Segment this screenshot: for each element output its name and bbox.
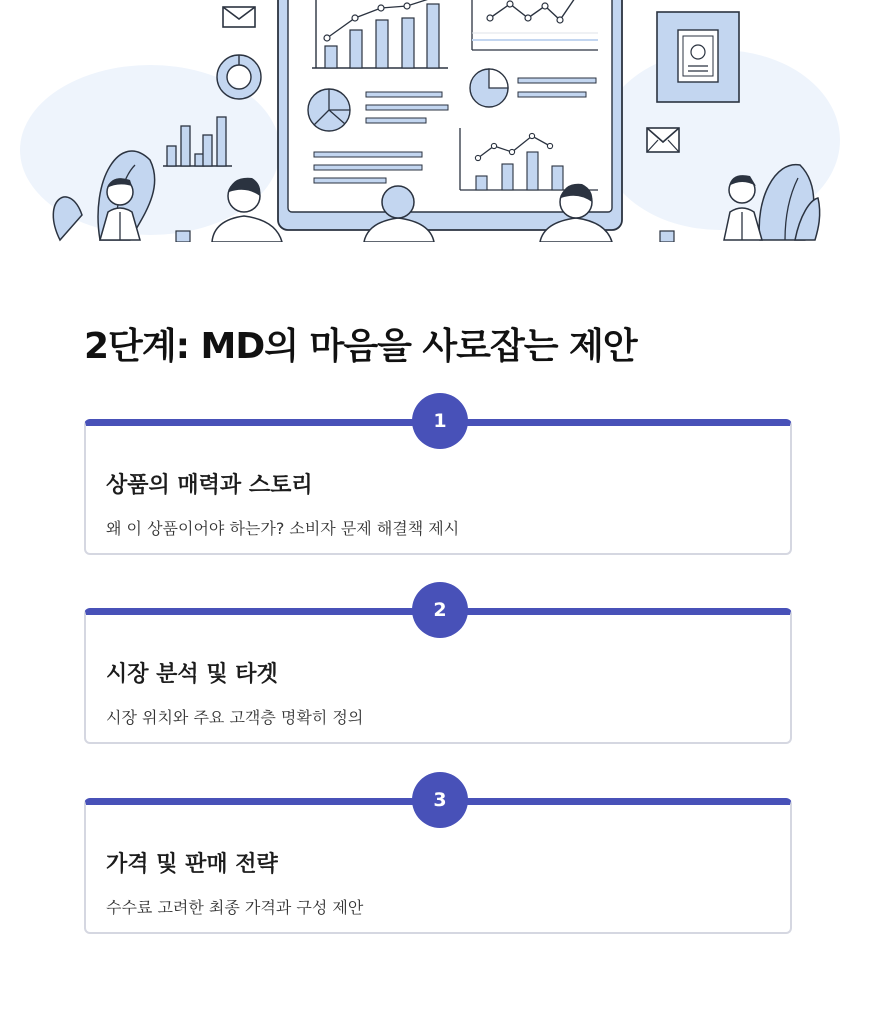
step-number-badge: 3 (412, 772, 468, 828)
hero-illustration (0, 0, 876, 242)
envelope-right-icon (647, 128, 679, 152)
step-title: 가격 및 판매 전략 (106, 852, 278, 877)
step-number-badge: 2 (412, 582, 468, 638)
step-title: 시장 분석 및 타겟 (106, 662, 278, 687)
step-title: 상품의 매력과 스토리 (106, 473, 313, 498)
step-card-2 (84, 599, 792, 744)
step-description: 수수료 고려한 최종 가격과 구성 제안 (106, 898, 364, 917)
framed-document-icon (657, 12, 739, 102)
step-card-3 (84, 789, 792, 934)
step-card-1 (84, 410, 792, 555)
page-title: 2단계: MD의 마음을 사로잡는 제안 (84, 326, 637, 367)
step-description: 시장 위치와 주요 고객층 명확히 정의 (106, 708, 364, 727)
donut-chart-icon (217, 55, 261, 99)
envelope-icon (223, 7, 255, 27)
step-description: 왜 이 상품이어야 하는가? 소비자 문제 해결책 제시 (106, 519, 460, 538)
step-number-badge: 1 (412, 393, 468, 449)
